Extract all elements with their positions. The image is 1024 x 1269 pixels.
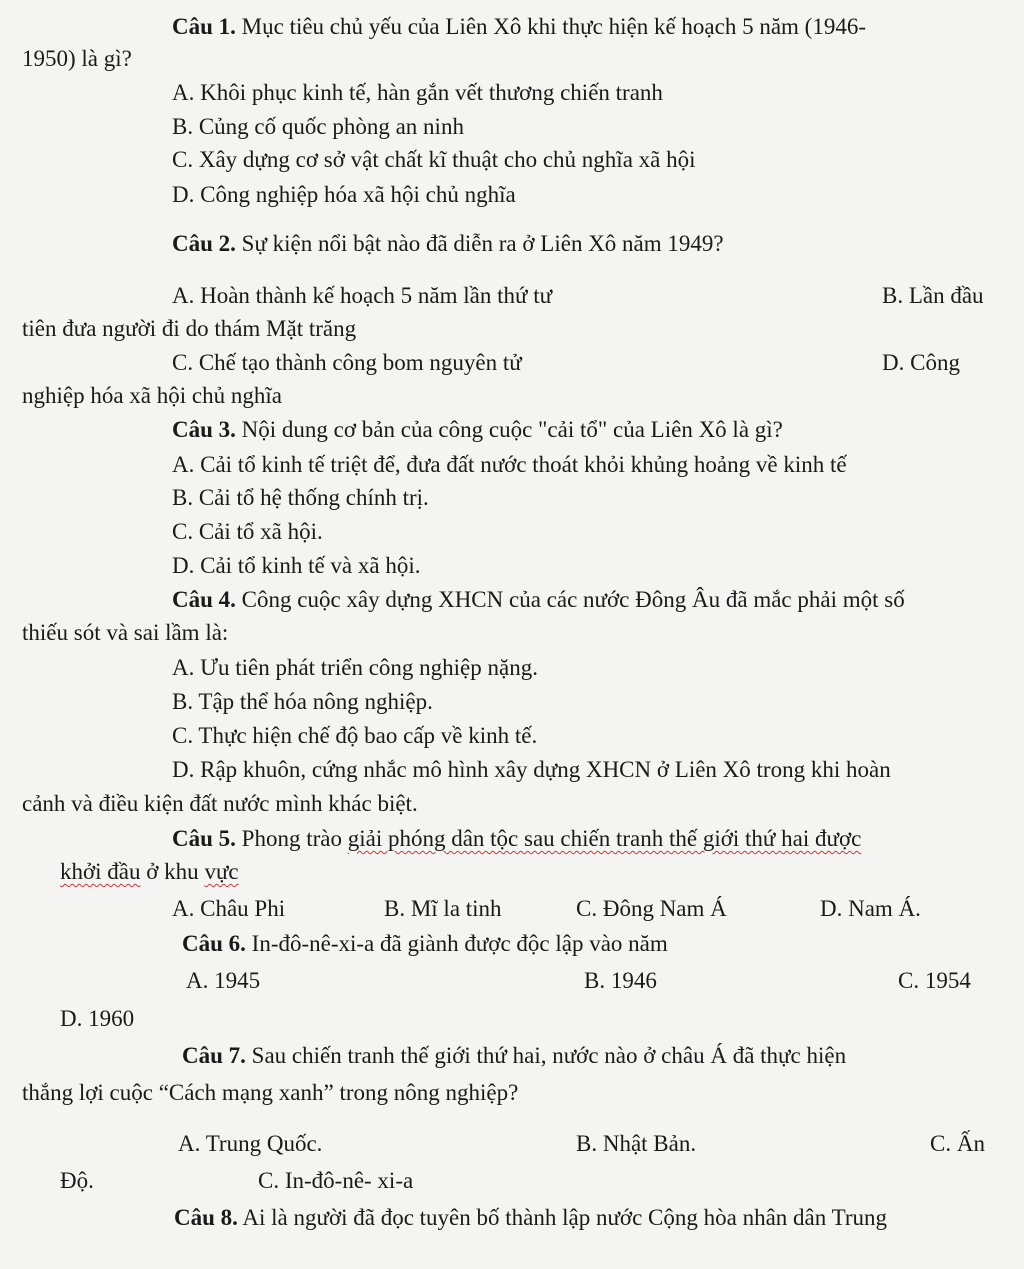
q3-option-b: B. Cải tổ hệ thống chính trị. <box>172 485 429 510</box>
q7-option-a: A. Trung Quốc. <box>178 1131 323 1156</box>
q2-option-b-line1: B. Lần đầu <box>882 283 984 308</box>
q5-spellcheck-underline: giải phóng dân tộc sau chiến tranh thế giới thứ hai được <box>347 826 862 851</box>
q2-option-d-line2: nghiệp hóa xã hội chủ nghĩa <box>22 383 282 408</box>
q1-option-d: D. Công nghiệp hóa xã hội chủ nghĩa <box>172 182 516 207</box>
q3-option-d: D. Cải tổ kinh tế và xã hội. <box>172 553 421 578</box>
q8-question: Câu 8. Ai là người đã đọc tuyên bố thành lập nước Cộng hòa nhân dân Trung <box>174 1205 888 1230</box>
q4-option-a: A. Ưu tiên phát triển công nghiệp nặng. <box>172 655 538 680</box>
q5-question-line2: khởi đầu ở khu vực <box>60 859 239 884</box>
q6-label: Câu 6. <box>182 931 246 956</box>
q5-option-b: B. Mĩ la tinh <box>384 896 502 921</box>
q7-option-c-line2: Độ. <box>60 1168 94 1193</box>
q7-label: Câu 7. <box>182 1043 246 1068</box>
q5-option-a: A. Châu Phi <box>172 896 286 921</box>
q2-option-c: C. Chế tạo thành công bom nguyên tử <box>172 350 522 375</box>
q6-option-a: A. 1945 <box>186 968 261 993</box>
q7-option-b: B. Nhật Bản. <box>576 1131 697 1156</box>
q1-label: Câu 1. <box>172 14 236 39</box>
q4-label: Câu 4. <box>172 587 236 612</box>
q2-label: Câu 2. <box>172 231 236 256</box>
q1-option-b: B. Củng cố quốc phòng an ninh <box>172 114 464 139</box>
q5-question-line1: Câu 5. Phong trào giải phóng dân tộc sau chiến tranh thế giới thứ hai được <box>172 826 862 851</box>
q3-question: Câu 3. Nội dung cơ bản của công cuộc "cải tổ" của Liên Xô là gì? <box>172 417 783 442</box>
q2-option-b-line2: tiên đưa người đi do thám Mặt trăng <box>22 316 357 341</box>
q7-question-line1: Câu 7. Sau chiến tranh thế giới thứ hai, nước nào ở châu Á đã thực hiện <box>182 1043 847 1068</box>
q3-label: Câu 3. <box>172 417 236 442</box>
q3-option-a: A. Cải tổ kinh tế triệt để, đưa đất nước thoát khỏi khủng hoảng về kinh tế <box>172 452 847 477</box>
q4-question-line1: Câu 4. Công cuộc xây dựng XHCN của các nước Đông Âu đã mắc phải một số <box>172 587 905 612</box>
q2-option-a: A. Hoàn thành kế hoạch 5 năm lần thứ tư <box>172 283 553 308</box>
q1-option-a: A. Khôi phục kinh tế, hàn gắn vết thương chiến tranh <box>172 80 663 105</box>
q4-option-d-line1: D. Rập khuôn, cứng nhắc mô hình xây dựng XHCN ở Liên Xô trong khi hoàn <box>172 757 891 782</box>
q8-label: Câu 8. <box>174 1205 238 1230</box>
q7-option-d: C. In-đô-nê- xi-a <box>258 1168 414 1193</box>
q6-option-d: D. 1960 <box>60 1006 135 1031</box>
q6-question: Câu 6. In-đô-nê-xi-a đã giành được độc lập vào năm <box>182 931 668 956</box>
q3-option-c: C. Cải tổ xã hội. <box>172 519 323 544</box>
q5-option-c: C. Đông Nam Á <box>576 896 727 921</box>
q5-option-d: D. Nam Á. <box>820 896 921 921</box>
q6-option-c: C. 1954 <box>898 968 971 993</box>
q7-option-c-line1: C. Ấn <box>930 1131 985 1156</box>
q4-option-b: B. Tập thể hóa nông nghiệp. <box>172 689 433 714</box>
q5-label: Câu 5. <box>172 826 236 851</box>
q1-question-line2: 1950) là gì? <box>22 46 132 71</box>
q4-option-d-line2: cảnh và điều kiện đất nước mình khác biệt. <box>22 791 418 816</box>
q6-option-b: B. 1946 <box>584 968 657 993</box>
q2-question: Câu 2. Sự kiện nổi bật nào đã diễn ra ở Liên Xô năm 1949? <box>172 231 724 256</box>
q4-question-line2: thiếu sót và sai lầm là: <box>22 620 229 645</box>
q2-option-d-line1: D. Công <box>882 350 960 375</box>
q4-option-c: C. Thực hiện chế độ bao cấp về kinh tế. <box>172 723 538 748</box>
q1-question-line1: Câu 1. Mục tiêu chủ yếu của Liên Xô khi thực hiện kế hoạch 5 năm (1946- <box>172 14 866 39</box>
q7-question-line2: thắng lợi cuộc “Cách mạng xanh” trong nông nghiệp? <box>22 1080 519 1105</box>
q1-option-c: C. Xây dựng cơ sở vật chất kĩ thuật cho chủ nghĩa xã hội <box>172 147 696 172</box>
